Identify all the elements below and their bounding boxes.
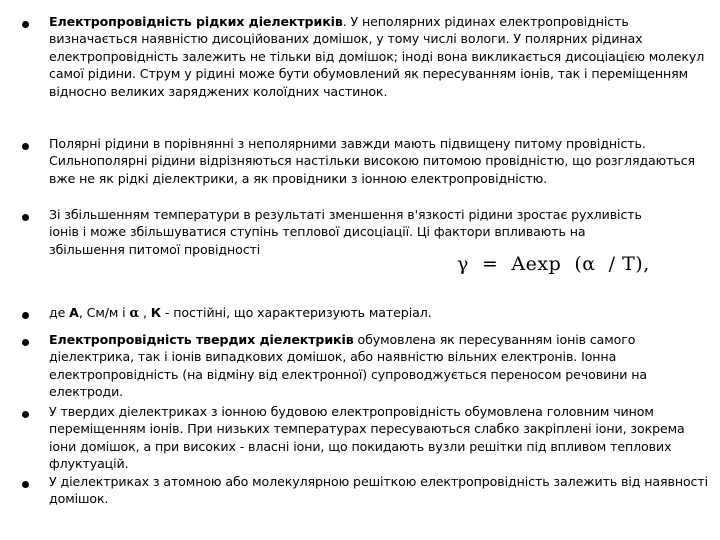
paragraph-temperature [49,206,649,258]
paragraph-polar-liquids [49,135,714,187]
constants-prefix: де [49,305,70,320]
constants-suffix: - постійні, що характеризують матеріал. [161,305,432,320]
bullet-marker [22,312,29,319]
paragraph-liquid-dielectrics [49,13,714,100]
constants-separator: , [139,305,151,320]
paragraph-solid-dielectrics [49,331,714,401]
bullet-marker [22,339,29,346]
heading-liquid-dielectrics: Електропровідність рідких діелектриків [49,14,343,29]
paragraph-text: Полярні рідини в порівнянні з неполярними завжди мають підвищену питому провідність. Сильнополярні рідини відрізняються настільки високою питомою провідністю, що розглядаються вже не як рідкі діелектрики, а як провідники з іонною електропровідністю. [49,136,696,186]
bullet-marker [22,411,29,418]
constant-k: К [150,305,161,320]
paragraph-ionic-structure [49,403,714,473]
bullet-marker [22,143,29,150]
paragraph-text: У твердих діелектриках з іонною будовою електропровідність обумовлена головним чином переміщенням іонів. При низьких температурах пересуваються слабко закріплені іони, зокрема іони домішок, а при високих - власні іони, що покидають вузли решітки під впливом теплових флуктуацій. [49,404,685,472]
paragraph-text: Зі збільшенням температури в результаті зменшення в'язкості рідини зростає рухливість іонів і може збільшуватися ступінь теплової дисоціації. Ці фактори впливають на збільшення питомої провідності [49,207,642,257]
bullet-marker [22,481,29,488]
conductivity-formula: γ = Aexp (α / T), [457,253,650,275]
alpha-symbol: α [129,305,140,320]
paragraph-text: У діелектриках з атомною або молекулярною решіткою електропровідність залежить від наявності домішок. [49,474,709,507]
constant-a: А [69,305,79,320]
heading-solid-dielectrics: Електропровідність твердих діелектриків [49,332,354,347]
bullet-marker [22,214,29,221]
paragraph-text: обумовлена як пересуванням іонів самого діелектрика, так і іонів випадкових домішок, або наявністю вільних електронів. Іонна електропровідність (на відміну від електронної) супроводжується переносом речовини на електроди. [49,332,648,400]
paragraph-constants [49,304,714,321]
paragraph-text: . У неполярних рідинах електропровідність визначається наявністю дисоційованих домішок, у тому числі вологи. У полярних рідинах електропровідність залежить не тільки від домішок; іноді вона викликається дисоціацією молекул самої рідини. Струм у рідині може бути обумовлений як пересуванням іонів, так і переміщенням відносно великих заряджених колоїдних частинок. [49,14,705,99]
paragraph-atomic-lattice [49,473,714,508]
constants-unit: , См/м і [78,305,130,320]
bullet-marker [22,21,29,28]
